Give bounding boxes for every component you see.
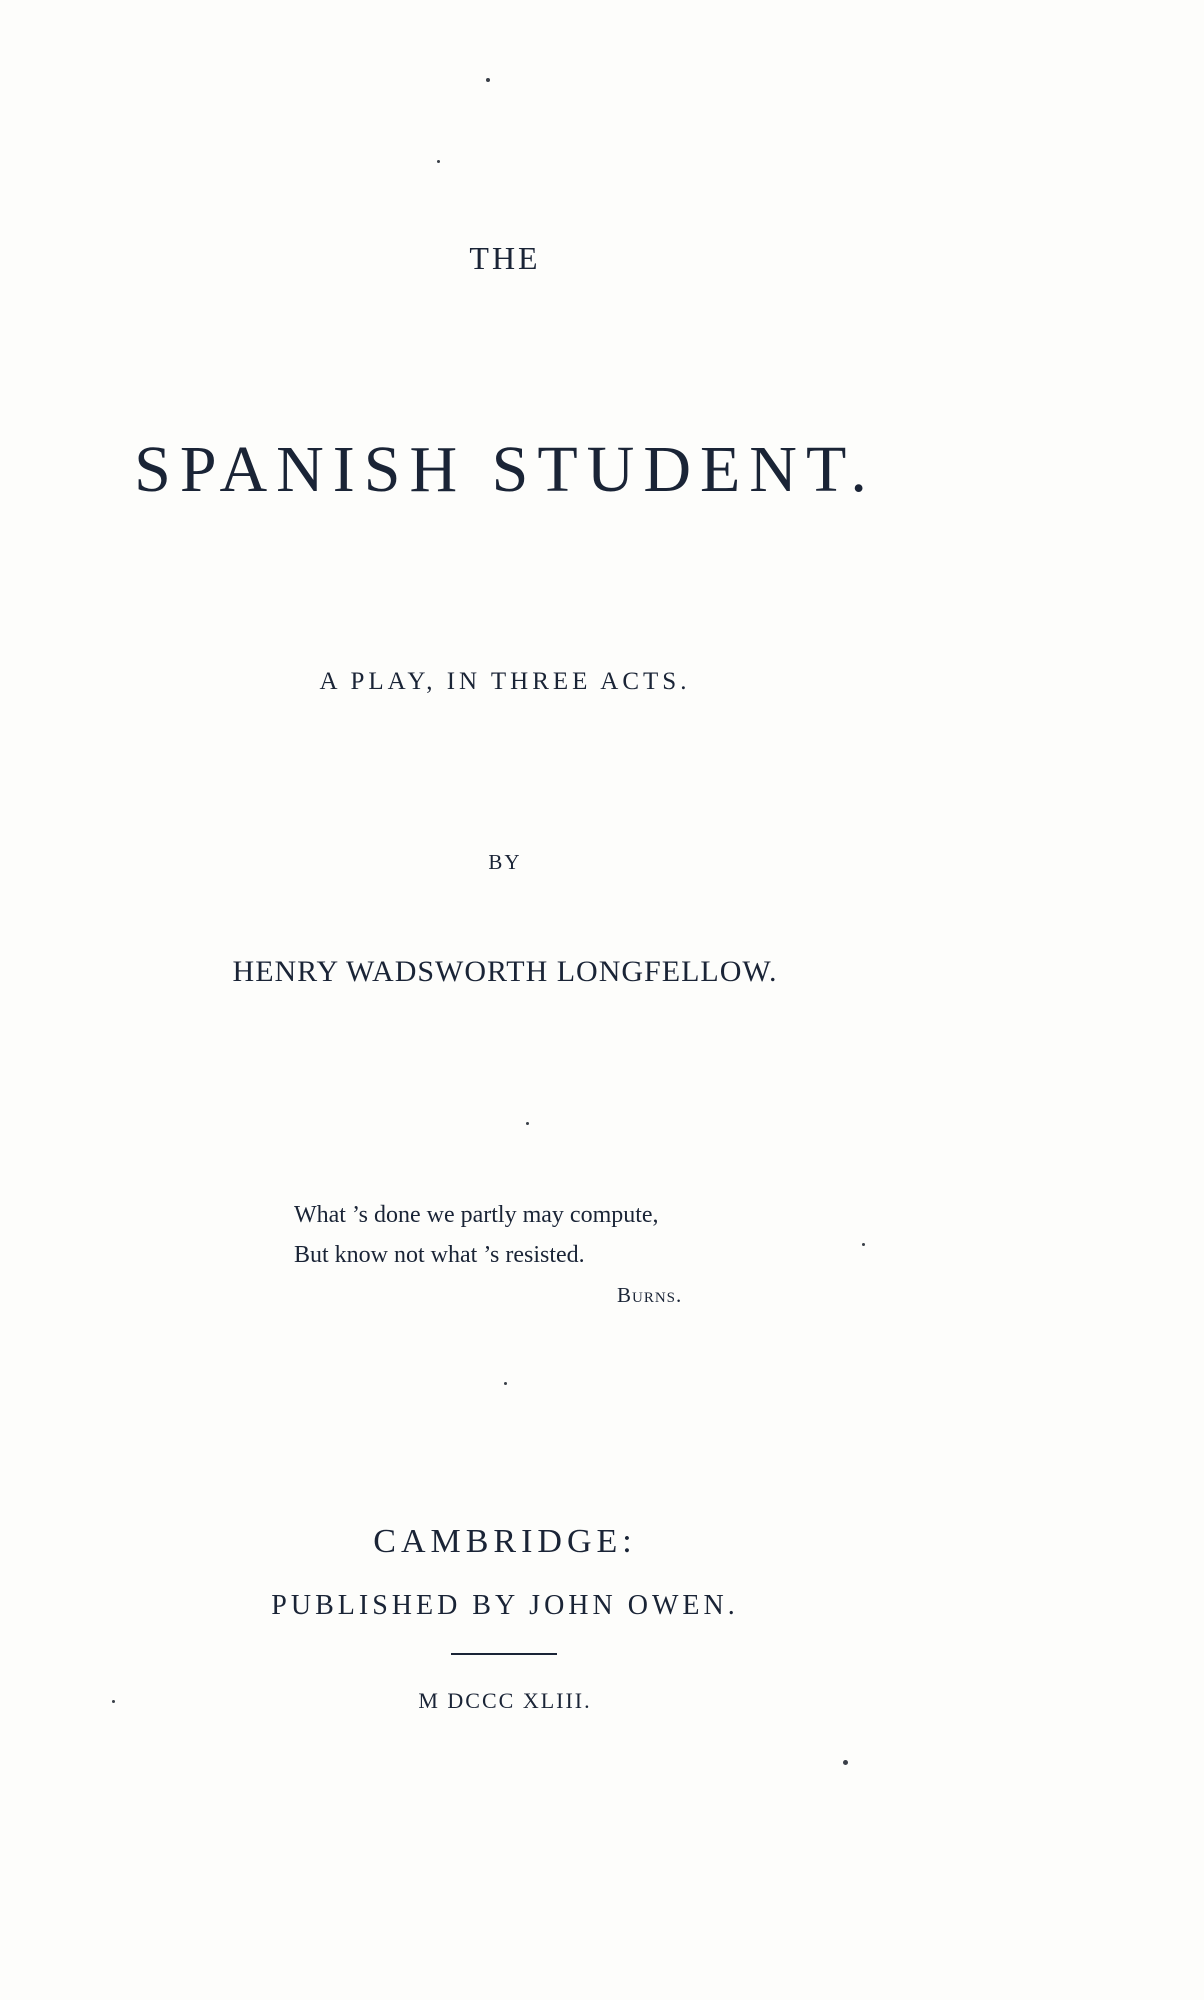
ink-speck: [862, 1243, 865, 1246]
publication-place: CAMBRIDGE:: [373, 1523, 637, 1560]
title-article: THE: [469, 240, 541, 276]
byline-label: BY: [488, 850, 522, 874]
author-name: HENRY WADSWORTH LONGFELLOW.: [232, 955, 778, 988]
ink-speck: [486, 78, 490, 82]
ink-speck: [526, 1122, 529, 1125]
ink-speck: [437, 160, 440, 163]
book-subtitle: A PLAY, IN THREE ACTS.: [319, 668, 691, 695]
book-title: SPANISH STUDENT.: [134, 433, 876, 506]
divider-rule: [451, 1653, 557, 1655]
ink-speck: [843, 1760, 848, 1765]
epigraph-line-1: What ’s done we partly may compute,: [294, 1202, 659, 1228]
publication-date: M DCCC XLIII.: [418, 1688, 592, 1713]
ink-speck: [504, 1382, 507, 1385]
ink-speck: [112, 1700, 115, 1703]
epigraph: [294, 1195, 659, 1275]
epigraph-attribution: Burns.: [617, 1283, 683, 1307]
publisher: PUBLISHED BY JOHN OWEN.: [271, 1590, 739, 1621]
epigraph-line-2: But know not what ’s resisted.: [294, 1242, 585, 1268]
